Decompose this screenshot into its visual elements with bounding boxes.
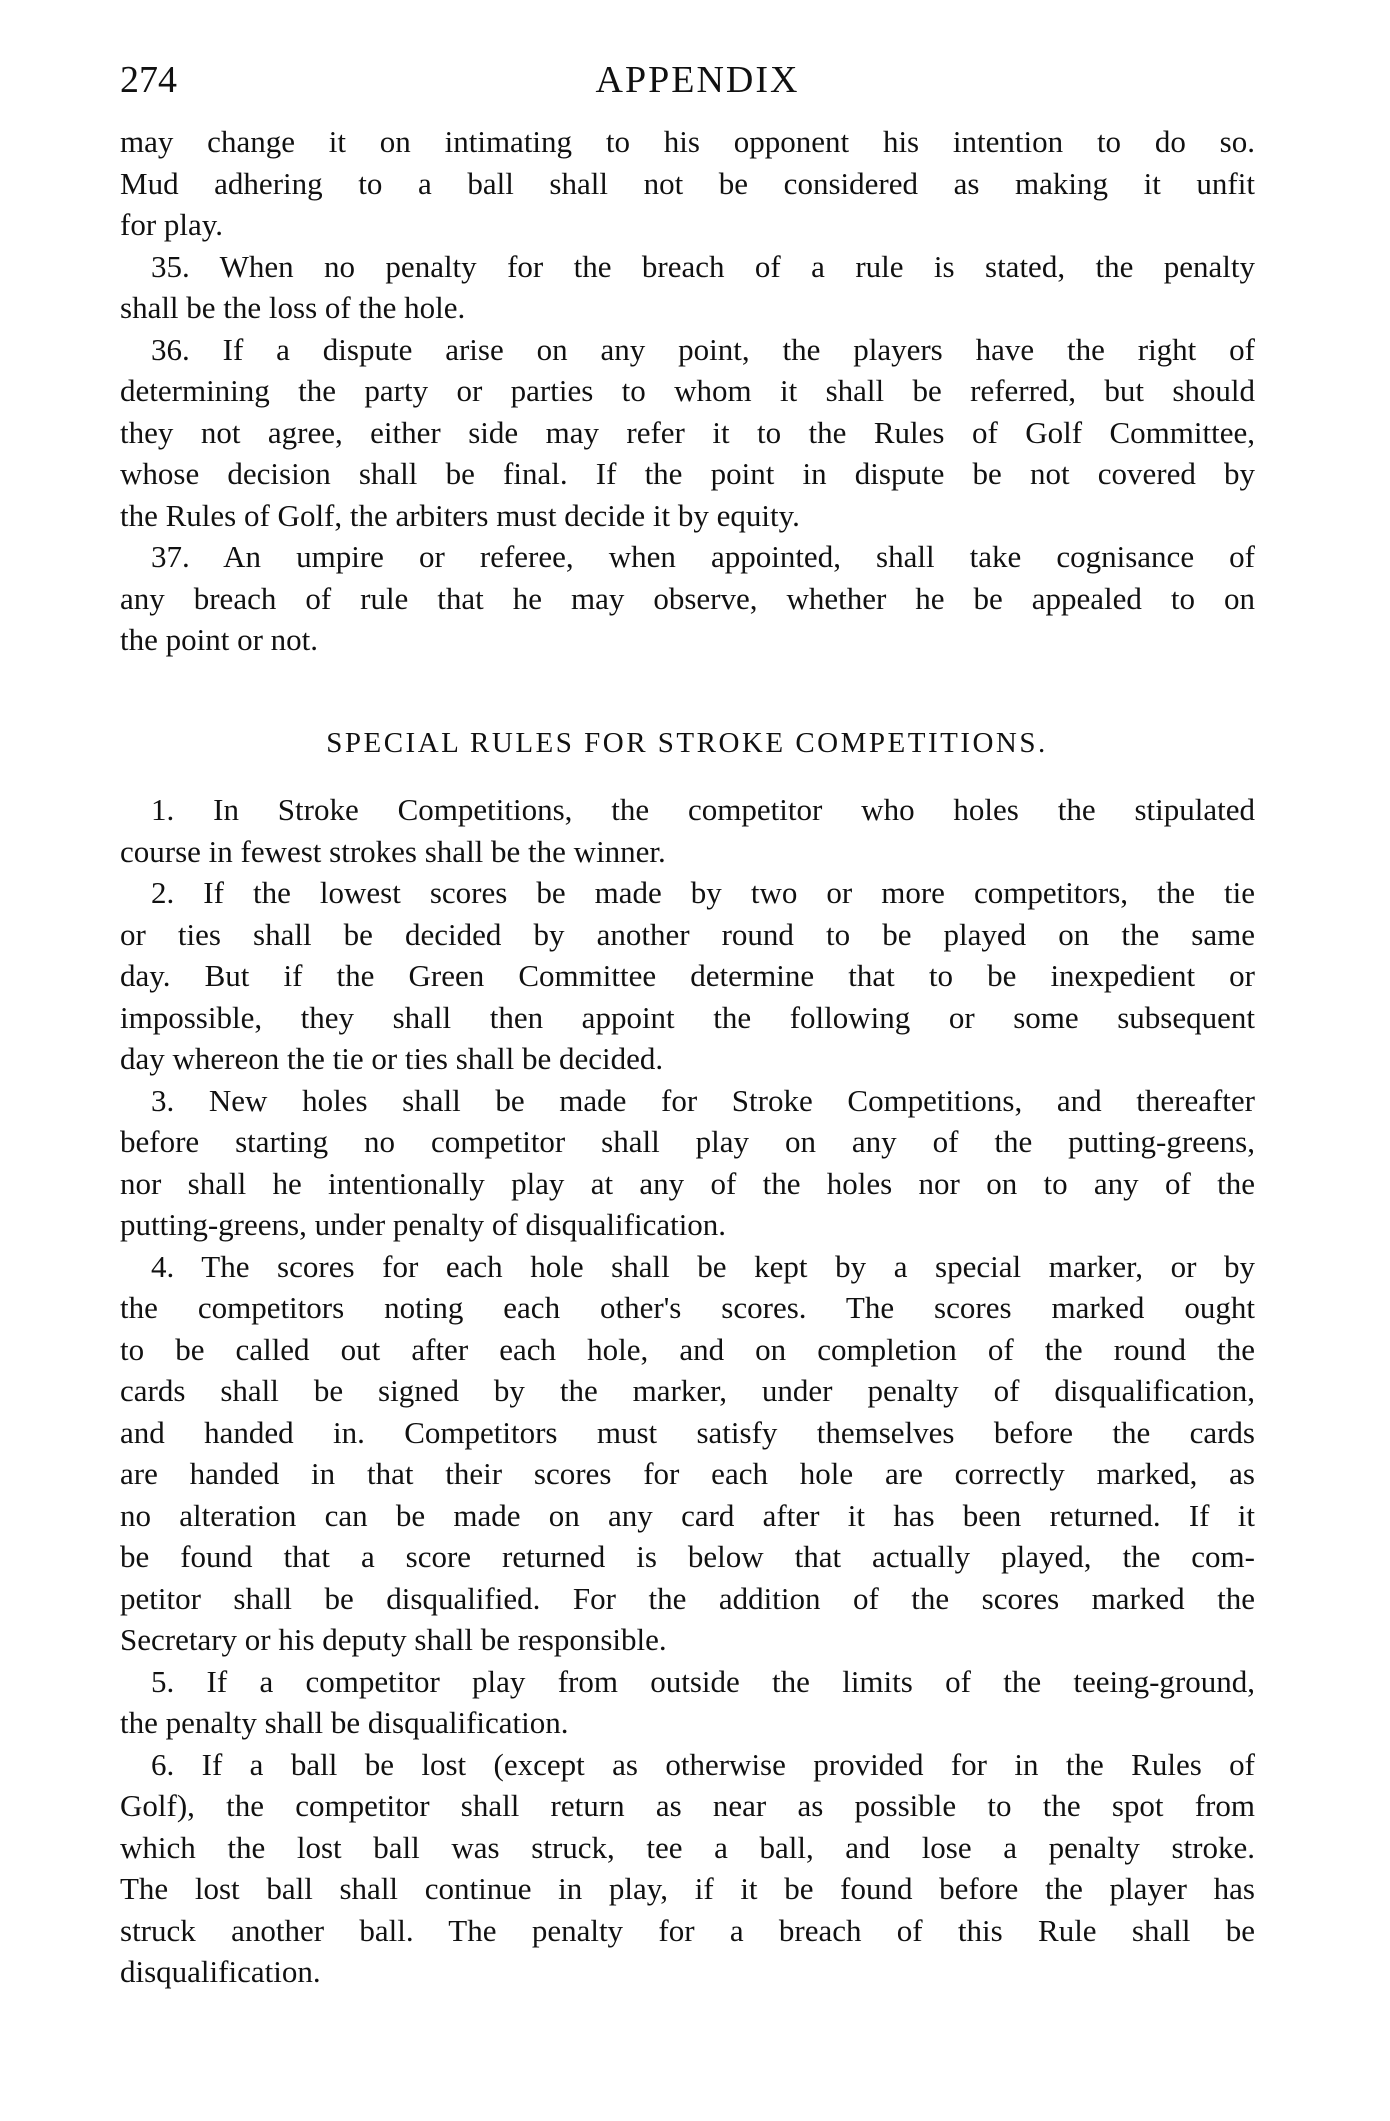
text-line: petitor shall be disqualified. For the addition of the scores marked the: [120, 1580, 1255, 1616]
text-line: before starting no competitor shall play on any of the putting-greens,: [120, 1124, 1255, 1159]
text-line: no alteration can be made on any card after it has been returned. If it: [120, 1497, 1255, 1533]
text-line: the Rules of Golf, the arbiters must decide it by equity.: [120, 497, 800, 533]
text-line: 3. New holes shall be made for Stroke Competitions, and thereafter: [151, 1082, 1255, 1118]
text-line: the competitors noting each other's scores. The scores marked ought: [120, 1290, 1255, 1325]
text-line: Mud adhering to a ball shall not be considered as making it unfit: [120, 165, 1255, 201]
text-line: 35. When no penalty for the breach of a rule is stated, the penalty: [151, 248, 1255, 284]
text-line: any breach of rule that he may observe, whether he be appealed to on: [120, 580, 1255, 616]
text-line: The lost ball shall continue in play, if it be found before the player has: [120, 1871, 1255, 1906]
paragraph: [120, 246, 1255, 329]
text-line: disqualification.: [120, 1954, 321, 1989]
text-line: they not agree, either side may refer it to the Rules of Golf Committee,: [120, 414, 1255, 450]
paragraph: [120, 789, 1255, 872]
text-line: may change it on intimating to his opponent his intention to do so.: [120, 124, 1255, 159]
text-line: 5. If a competitor play from outside the limits of the teeing-ground,: [151, 1663, 1255, 1699]
running-header: [120, 58, 1255, 108]
rules-continued: [120, 121, 1255, 661]
text-line: putting-greens, under penalty of disqualification.: [120, 1207, 727, 1242]
text-line: impossible, they shall then appoint the following or some subsequent: [120, 999, 1255, 1035]
text-line: or ties shall be decided by another round to be played on the same: [120, 916, 1255, 952]
text-line: the penalty shall be disqualification.: [120, 1705, 569, 1740]
paragraph: [120, 1744, 1255, 1993]
text-line: nor shall he intentionally play at any of the holes nor on to any of the: [120, 1165, 1255, 1201]
text-line: 36. If a dispute arise on any point, the players have the right of: [151, 331, 1255, 367]
text-line: 37. An umpire or referee, when appointed, shall take cognisance of: [151, 539, 1255, 574]
paragraph: [120, 1661, 1255, 1744]
text-line: shall be the loss of the hole.: [120, 290, 466, 325]
text-line: day whereon the tie or ties shall be decided.: [120, 1041, 664, 1076]
text-line: the point or not.: [120, 622, 319, 657]
text-line: Secretary or his deputy shall be responsible.: [120, 1622, 667, 1657]
text-line: be found that a score returned is below that actually played, the com-: [120, 1539, 1255, 1574]
paragraph: [120, 872, 1255, 1080]
stroke-competition-rules: [120, 789, 1255, 1993]
text-line: struck another ball. The penalty for a breach of this Rule shall be: [120, 1912, 1255, 1948]
paragraph: [120, 121, 1255, 246]
section-heading: SPECIAL RULES FOR STROKE COMPETITIONS.: [326, 727, 1048, 759]
page-number: 274: [120, 59, 177, 101]
text-line: course in fewest strokes shall be the winner.: [120, 833, 666, 869]
text-line: Golf), the competitor shall return as near as possible to the spot from: [120, 1788, 1255, 1823]
paragraph: [120, 1246, 1255, 1661]
text-line: for play.: [120, 207, 224, 242]
text-line: 2. If the lowest scores be made by two or more competitors, the tie: [151, 875, 1255, 910]
text-line: 1. In Stroke Competitions, the competitor who holes the stipulated: [151, 792, 1255, 827]
text-line: 6. If a ball be lost (except as otherwise provided for in the Rules of: [151, 1746, 1255, 1782]
text-line: whose decision shall be final. If the point in dispute be not covered by: [120, 456, 1255, 491]
text-line: day. But if the Green Committee determine that to be inexpedient or: [120, 958, 1255, 993]
text-line: which the lost ball was struck, tee a ball, and lose a penalty stroke.: [120, 1829, 1255, 1865]
paragraph: [120, 1080, 1255, 1246]
text-line: and handed in. Competitors must satisfy themselves before the cards: [120, 1414, 1255, 1450]
paragraph: [120, 329, 1255, 537]
paragraph: [120, 536, 1255, 661]
running-title: APPENDIX: [595, 59, 800, 101]
text-line: determining the party or parties to whom it shall be referred, but should: [120, 373, 1255, 408]
text-line: are handed in that their scores for each hole are correctly marked, as: [120, 1456, 1255, 1491]
text-line: cards shall be signed by the marker, under penalty of disqualification,: [120, 1373, 1255, 1408]
text-line: to be called out after each hole, and on completion of the round the: [120, 1331, 1255, 1367]
text-line: 4. The scores for each hole shall be kept by a special marker, or by: [151, 1248, 1255, 1284]
